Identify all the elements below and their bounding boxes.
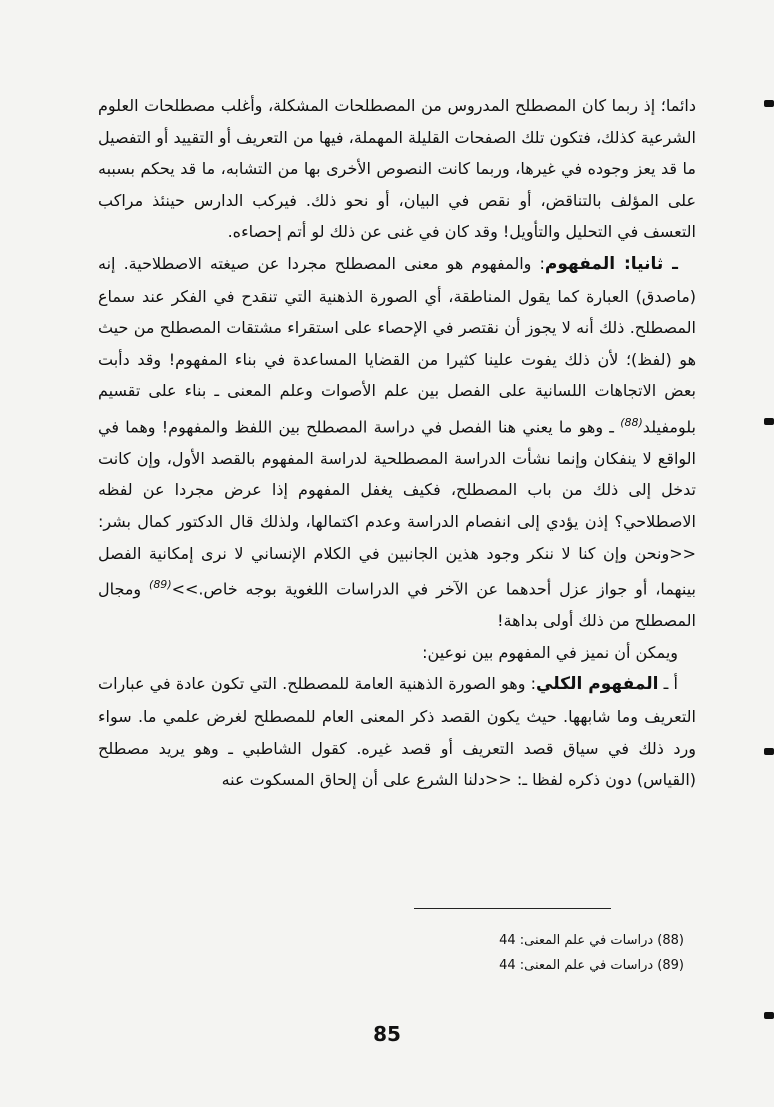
paragraph-4 <box>98 668 696 795</box>
paragraph-4-text: : وهو الصورة الذهنية العامة للمصطلح. التي تكون عادة في عبارات التعريف وما شابهها. حيث يكون القصد ذكر المعنى العام للمصطلح لغرض علمي ما. سواء ورد ذلك في سياق قصد التعريف أو قصد غيره. كقول الشاطبي ـ وهو يريد مصطلح (القياس) دون ذكره لفظا ـ: <<دلنا الشرع على أن إلحاق المسكوت عنه <box>98 674 696 790</box>
paragraph-2-part-a: : والمفهوم هو معنى المصطلح مجردا عن صيغته الاصطلاحية. إنه (ماصدق) العبارة كما يقول المناطقة، أي الصورة الذهنية التي تنقدح في الفكر عند سماع المصطلح. ذلك أنه لا يجوز أن نقتصر في الإحصاء على استقراء مشتقات المصطلح من حيث هو (لفظ)؛ لأن ذلك يفوت علينا كثيرا من القضايا المساعدة في بناء المفهوم! وقد دأبت بعض الاتجاهات اللسانية على الفصل بين علم الأصوات وعلم المعنى ـ بناء على تقسيم بلومفيلد <box>98 253 696 437</box>
footnote-divider <box>414 908 611 909</box>
paragraph-2-part-b: ـ وهو ما يعني هنا الفصل في دراسة المصطلح بين اللفظ والمفهوم! وهما في الواقع لا ينفكان وإنما نشأت الدراسة المصطلحية لدراسة المفهوم بالقصد الأول، وإن كانت تدخل إلى ذلك من باب المصطلح، فكيف يغفل المفهوم إذا عرض مجردا عن لفظه الاصطلاحي؟ إذن يؤدي إلى انفصام الدراسة وعدم اكتمالها، ولذلك قال الدكتور كمال بشر: <<ونحن وإن كنا لا ننكر وجود هذين الجانبين في الكلام الإنساني لا نرى إمكانية الفصل بينهما، أو جواز عزل أحدهما عن الآخر في الدراسات اللغوية بوجه خاص.>> <box>98 417 696 599</box>
main-text <box>98 90 696 796</box>
footnote-ref-89: (89) <box>149 578 172 592</box>
edge-mark <box>764 1012 774 1019</box>
edge-mark <box>764 100 774 107</box>
paragraph-1: دائما؛ إذ ربما كان المصطلح المدروس من المصطلحات المشكلة، وأغلب مصطلحات العلوم الشرعية كذلك، فتكون تلك الصفحات القليلة المهملة، فيها من التعريف أو التقييد أو التفصيل ما قد يعز وجوده في غيرها، وربما كانت النصوص الأخرى بها من التشابه، ما قد يحكم بسببه على المؤلف بالتناقض، أو نقص في البيان، أو نحو ذلك. فيركب الدارس حينئذ مراكب التعسف في التحليل والتأويل! وقد كان في غنى عن ذلك لو أتم إحصاءه. <box>98 96 696 242</box>
paragraph-2 <box>98 248 696 637</box>
page-number: 85 <box>373 1022 401 1046</box>
footnote-ref-88: (88) <box>620 415 643 429</box>
list-marker: أ ـ <box>658 674 679 694</box>
edge-mark <box>764 748 774 755</box>
section-heading-mafhoum: ـ ثانيا: المفهوم <box>544 253 678 274</box>
edge-mark <box>764 418 774 425</box>
subheading-general-concept: المفهوم الكلي <box>536 674 659 695</box>
paragraph-2-part-c: ومجال المصطلح من ذلك أولى بداهة! <box>98 579 696 631</box>
paragraph-3: ويمكن أن نميز في المفهوم بين نوعين: <box>422 642 678 662</box>
footnote-89: (89) دراسات في علم المعنى: 44 <box>499 958 684 973</box>
footnote-88: (88) دراسات في علم المعنى: 44 <box>499 933 684 948</box>
footnotes <box>400 928 684 978</box>
